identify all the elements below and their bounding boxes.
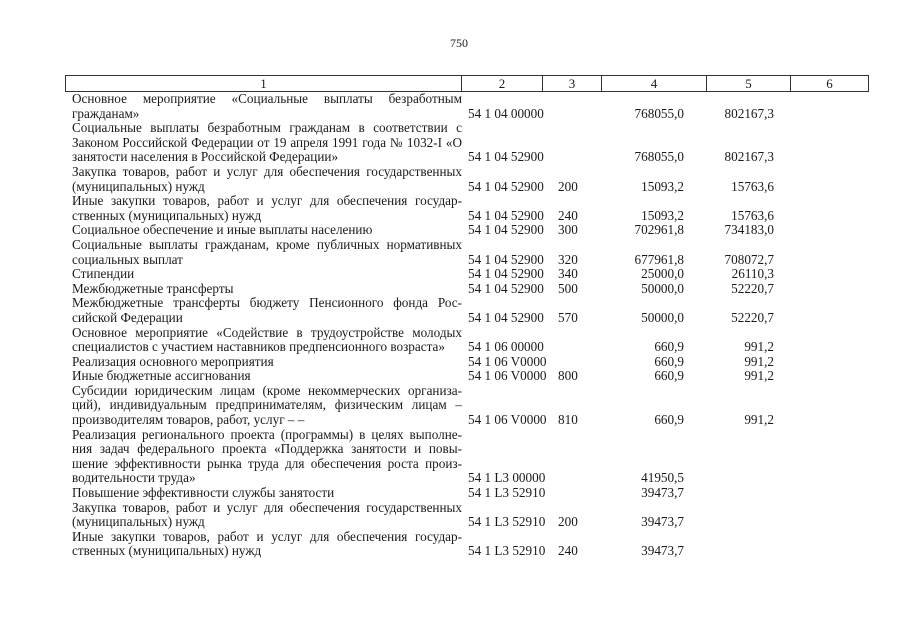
table-row: [65, 486, 774, 501]
row-amount-col4: 50000,0: [641, 280, 684, 296]
row-amount-col5: 52220,7: [731, 280, 774, 296]
row-description: Иные бюджетные ассигнования: [72, 368, 251, 384]
row-target-code: 54 1 06 V0000: [468, 353, 547, 369]
row-amount-col5: 991,2: [744, 339, 774, 355]
row-target-code: 54 1 04 52900: [468, 207, 544, 223]
budget-table: [65, 92, 774, 559]
table-row: [65, 369, 774, 384]
table-row: [65, 194, 774, 223]
row-target-code: 54 1 L3 52910: [468, 485, 546, 501]
row-expense-type: [558, 355, 606, 370]
row-amount-col5: 15763,6: [731, 178, 774, 194]
page-number: 750: [450, 36, 468, 50]
row-amount-col4: 660,9: [654, 368, 684, 384]
table-row: [65, 326, 774, 355]
row-amount-col5: [684, 486, 774, 501]
row-description: Закупка товаров, работ и услуг для обеспечения государственных (муниципальных) нужд: [72, 163, 462, 194]
row-expense-type: 810: [558, 412, 578, 428]
row-target-code: 54 1 L3 00000: [468, 470, 546, 486]
row-amount-col4: 768055,0: [634, 149, 684, 165]
row-expense-type: 340: [558, 266, 578, 282]
table-row: [65, 282, 774, 297]
row-amount-col4: 677961,8: [634, 251, 684, 267]
table-row: [65, 121, 774, 165]
row-amount-col5: 52220,7: [731, 309, 774, 325]
row-expense-type: [558, 92, 606, 121]
row-expense-type: [558, 428, 606, 486]
row-amount-col5: 708072,7: [724, 251, 774, 267]
row-description: Закупка товаров, работ и услуг для обеспечения государственных (муниципальных) нужд: [72, 499, 462, 530]
row-description: Социальные выплаты безработным гражданам в соответствии с Законом Российской Федерации от 19 апреля 1991 года № 1032-I «О занятости населения в Российской Федерации»: [72, 120, 462, 165]
row-expense-type: 800: [558, 368, 578, 384]
row-amount-col4: 41950,5: [641, 470, 684, 486]
row-expense-type: [558, 121, 606, 165]
row-target-code: 54 1 06 V0000: [468, 412, 547, 428]
row-description: Повышение эффективности службы занятости: [72, 485, 335, 501]
table-row: [65, 355, 774, 370]
table-row: [65, 501, 774, 530]
row-description: Иные закупки товаров, работ и услуг для обеспечения государ-ственных (муниципальных) нужд: [72, 193, 462, 223]
row-target-code: 54 1 L3 52910: [468, 514, 546, 530]
row-target-code: 54 1 06 V0000: [468, 368, 547, 384]
row-amount-col5: [684, 530, 774, 559]
row-description: Социальное обеспечение и иные выплаты населению: [72, 222, 373, 238]
row-amount-col4: 25000,0: [641, 266, 684, 282]
row-description: Основное мероприятие «Содействие в трудоустройстве молодых специалистов с участием наставников предпенсионного возраста»: [72, 324, 462, 355]
row-amount-col4: 50000,0: [641, 309, 684, 325]
row-target-code: 54 1 04 52900: [468, 222, 544, 238]
row-amount-col5: 991,2: [744, 368, 774, 384]
row-amount-col4: 702961,8: [634, 222, 684, 238]
row-target-code: 54 1 04 52900: [468, 149, 544, 165]
table-row: [65, 296, 774, 325]
column-header-3: 3: [543, 76, 602, 92]
column-header-6: 6: [791, 76, 869, 92]
row-amount-col5: 26110,3: [731, 266, 774, 282]
row-amount-col4: 660,9: [654, 353, 684, 369]
row-target-code: 54 1 04 00000: [468, 105, 544, 121]
row-amount-col4: 660,9: [654, 339, 684, 355]
row-amount-col5: [684, 501, 774, 530]
row-description: Субсидии юридическим лицам (кроме некоммерческих организа-ций), индивидуальным предпринимателям, физическим лицам – производителям товаров, работ, услуг – –: [72, 382, 462, 428]
row-expense-type: [558, 326, 606, 355]
row-expense-type: [558, 486, 606, 501]
row-amount-col5: 734183,0: [724, 222, 774, 238]
row-expense-type: 240: [558, 207, 578, 223]
row-description: Иные закупки товаров, работ и услуг для обеспечения государ-ственных (муниципальных) нужд: [72, 528, 462, 559]
row-expense-type: 300: [558, 222, 578, 238]
table-row: [65, 223, 774, 238]
row-amount-col5: 15763,6: [731, 207, 774, 223]
table-header: [65, 75, 869, 92]
column-header-4: 4: [602, 76, 707, 92]
table-row: [65, 267, 774, 282]
row-description: Реализация основного мероприятия: [72, 353, 274, 369]
row-amount-col4: 768055,0: [634, 105, 684, 121]
column-header-5: 5: [707, 76, 791, 92]
row-description: Стипендии: [72, 266, 135, 282]
table-row: [65, 165, 774, 194]
row-amount-col5: 991,2: [744, 353, 774, 369]
row-target-code: 54 1 04 52900: [468, 266, 544, 282]
row-description: Межбюджетные трансферты: [72, 280, 234, 296]
row-target-code: 54 1 04 52900: [468, 178, 544, 194]
row-description: Социальные выплаты гражданам, кроме публичных нормативных социальных выплат: [72, 236, 462, 267]
table-row: [65, 238, 774, 267]
row-expense-type: 200: [558, 178, 578, 194]
table-row: [65, 92, 774, 121]
table-row: [65, 428, 774, 486]
row-expense-type: 240: [558, 543, 578, 559]
row-amount-col4: 15093,2: [641, 207, 684, 223]
row-amount-col4: 15093,2: [641, 178, 684, 194]
column-header-2: 2: [462, 76, 543, 92]
row-expense-type: 200: [558, 514, 578, 530]
row-amount-col5: [684, 428, 774, 486]
row-amount-col5: 991,2: [744, 412, 774, 428]
table-row: [65, 384, 774, 428]
row-amount-col4: 39473,7: [641, 514, 684, 530]
row-amount-col4: 39473,7: [641, 543, 684, 559]
row-target-code: 54 1 04 52900: [468, 309, 544, 325]
column-header-1: 1: [66, 76, 462, 92]
row-amount-col5: 802167,3: [724, 105, 774, 121]
table-row: [65, 530, 774, 559]
row-amount-col4: 39473,7: [641, 485, 684, 501]
row-amount-col4: 660,9: [654, 412, 684, 428]
row-expense-type: 500: [558, 280, 578, 296]
row-expense-type: 570: [558, 309, 578, 325]
row-amount-col5: 802167,3: [724, 149, 774, 165]
row-description: Реализация регионального проекта (программы) в целях выполне-ния задач федерального проекта «Поддержка занятости и повы-шение эффективности рынка труда для обеспечения роста произ-водительности труда»: [72, 426, 462, 486]
row-target-code: 54 1 L3 52910: [468, 543, 546, 559]
row-expense-type: 320: [558, 251, 578, 267]
row-target-code: 54 1 06 00000: [468, 339, 544, 355]
row-description: Межбюджетные трансферты бюджету Пенсионного фонда Рос-сийской Федерации: [72, 295, 462, 325]
row-target-code: 54 1 04 52900: [468, 251, 544, 267]
row-target-code: 54 1 04 52900: [468, 280, 544, 296]
row-description: Основное мероприятие «Социальные выплаты безработным гражданам»: [72, 91, 462, 121]
